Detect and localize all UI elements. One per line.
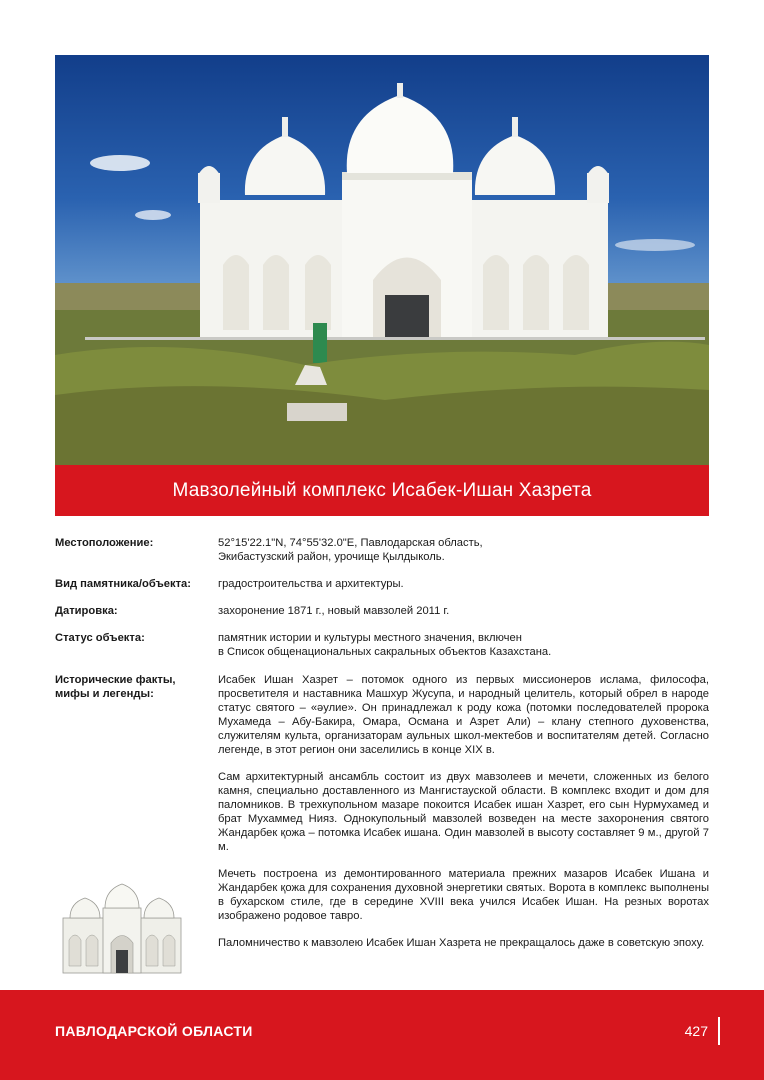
type-value: градостроительства и архитектуры. bbox=[218, 578, 404, 590]
mausoleum-illustration bbox=[55, 55, 709, 465]
history-paragraph-1: Исабек Ишан Хазрет – потомок одного из первых миссионеров ислама, философа, просветителя и наставника Машхур Жусупа, и народный целитель, который обрел в народе статус святого – «әулие». Он принадлежал к роду кожа (потомки последователей пророка Мухамеда – Абу-Бакира, Омара, Османа и Азрет Али) – клану степного духовенства, служителям культа, организаторам аульных школ-мектебов и воспитателям детей. Согласно легенде, в этот регион они заселились в конце XIX в. bbox=[218, 674, 709, 756]
history-paragraph-2: Сам архитектурный ансамбль состоит из двух мавзолеев и мечети, сложенных из белого камня, специально доставленного из Мангистауской области. В комплекс входит и дом для паломников. В трехкупольном мазаре покоится Исабек ишан Хазрет, его сын Нурмухамед и брат Мухаммед Нияз. Однокупольный мавзолей возведен на месте захоронения святого Жандарбек қожа – потомка Исабек ишана. Один мавзолей в высоту составляет 9 м., другой 7 м. bbox=[218, 771, 709, 853]
mausoleum-thumbnail-icon bbox=[55, 878, 188, 975]
footer-region: ПАВЛОДАРСКОЙ ОБЛАСТИ bbox=[55, 1023, 253, 1039]
location-value-line-2: Экибастузский район, урочище Қылдыколь. bbox=[218, 551, 445, 563]
history-label-line-2: мифы и легенды: bbox=[55, 688, 154, 700]
page-number: 427 bbox=[684, 1023, 708, 1039]
history-label bbox=[55, 673, 210, 701]
footer-bar bbox=[0, 990, 764, 1080]
status-value-line-2: в Список общенациональных сакральных объектов Казахстана. bbox=[218, 646, 552, 658]
type-label: Вид памятника/объекта: bbox=[55, 578, 191, 590]
location-value-line-1: 52°15'22.1"N, 74°55'32.0"E, Павлодарская область, bbox=[218, 537, 483, 549]
status-value-line-1: памятник истории и культуры местного значения, включен bbox=[218, 632, 522, 644]
location-value bbox=[218, 536, 709, 564]
history-paragraph-3: Мечеть построена из демонтированного материала прежних мазаров Исабек Ишана и Жандарбек қожа для сохранения духовной энергетики святых. Ворота в комплекс выполнены в бухарском стиле, где в середине XVIII века учился Исабек Ишан. На резных воротах изображено родовое тавро. bbox=[218, 868, 709, 922]
footer-divider bbox=[718, 1017, 720, 1045]
page-title: Мавзолейный комплекс Исабек-Ишан Хазрета bbox=[172, 479, 592, 501]
mausoleum-photo bbox=[55, 55, 709, 465]
date-value: захоронение 1871 г., новый мавзолей 2011 г. bbox=[218, 605, 450, 617]
status-label: Статус объекта: bbox=[55, 632, 145, 644]
history-label-line-1: Исторические факты, bbox=[55, 674, 176, 686]
title-bar bbox=[55, 465, 709, 516]
history-paragraph-4: Паломничество к мавзолею Исабек Ишан Хазрета не прекращалось даже в советскую эпоху. bbox=[218, 937, 705, 949]
history-text bbox=[218, 673, 709, 963]
date-label: Датировка: bbox=[55, 605, 118, 617]
location-label: Местоположение: bbox=[55, 537, 154, 549]
status-value bbox=[218, 631, 709, 659]
